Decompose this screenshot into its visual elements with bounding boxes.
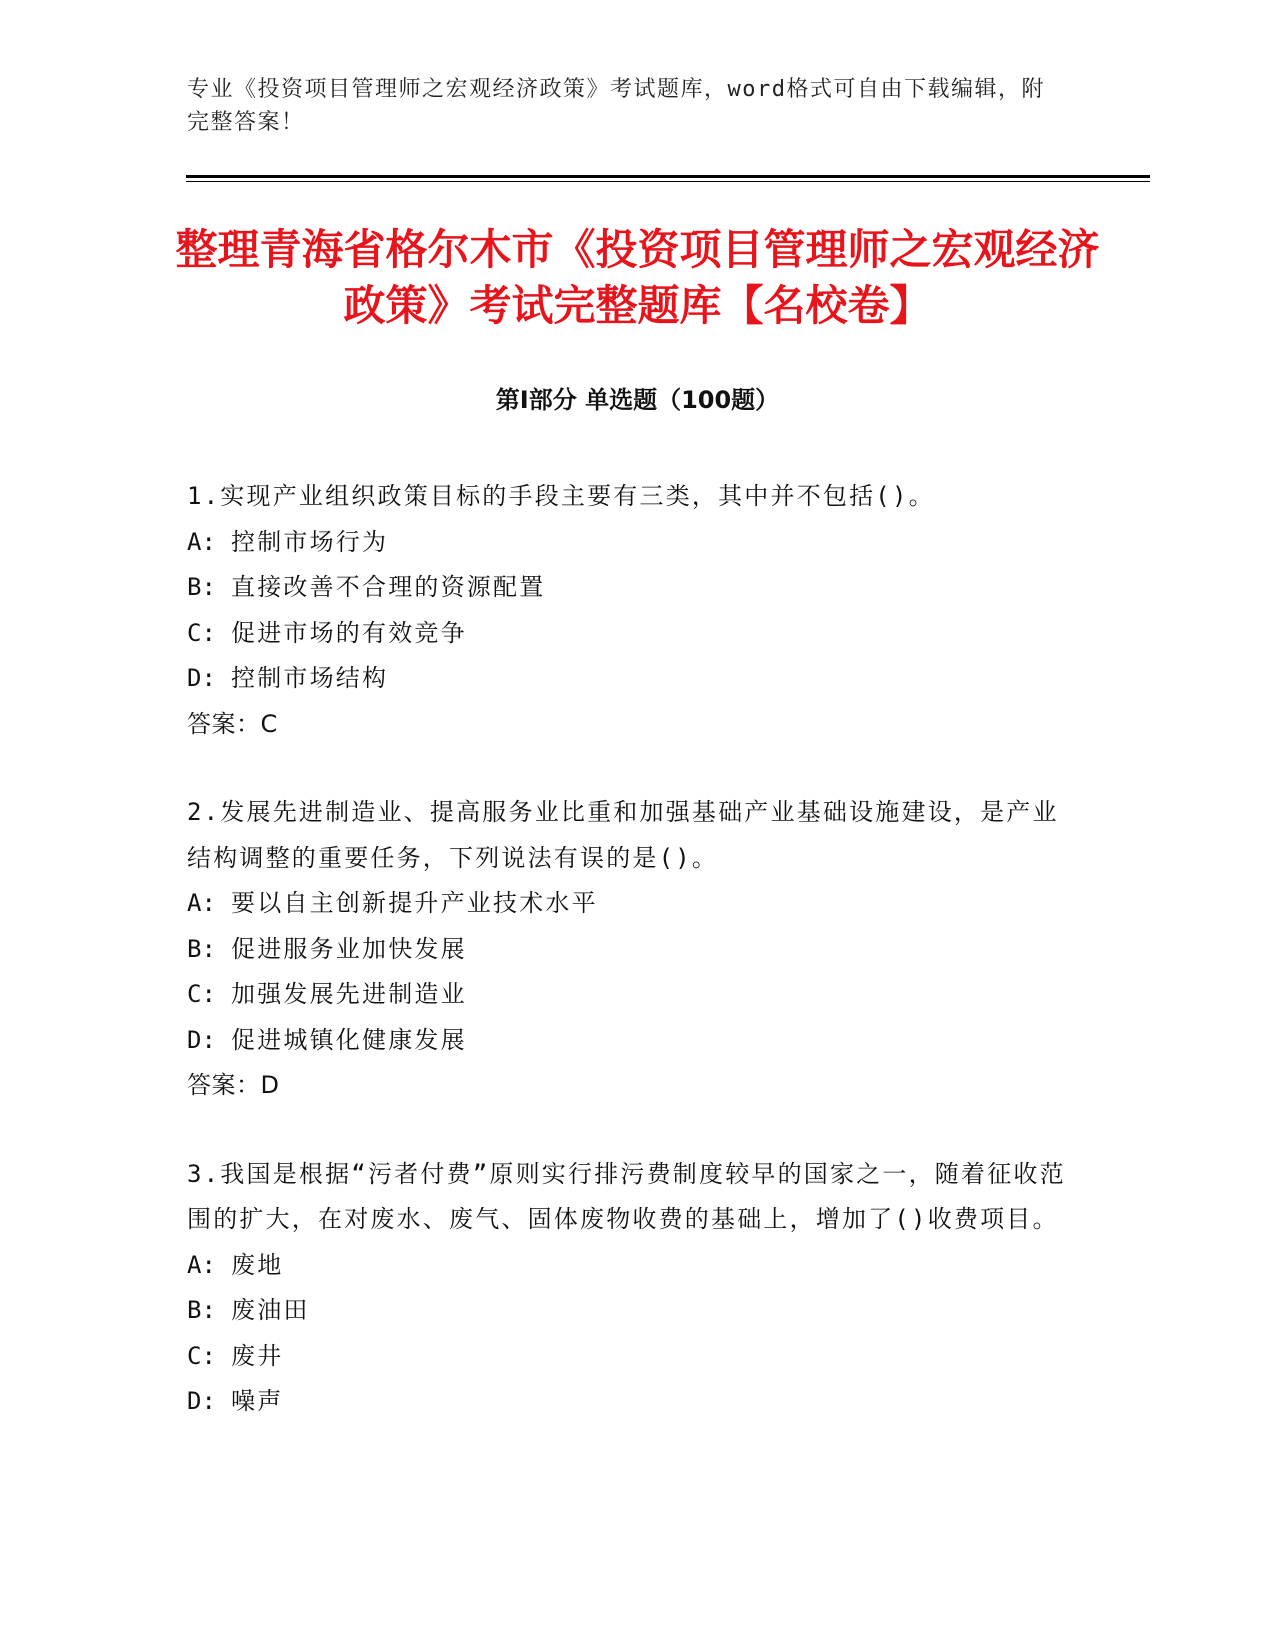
option-letter: B: — [187, 934, 216, 963]
option-b — [187, 927, 1067, 973]
option-letter: C: — [187, 618, 216, 647]
option-b — [187, 1288, 1067, 1334]
question-list — [187, 474, 1067, 1468]
option-text: 控制市场结构 — [231, 664, 389, 692]
option-text: 废地 — [231, 1250, 284, 1279]
option-letter: B: — [187, 573, 216, 601]
option-text: 直接改善不合理的资源配置 — [231, 573, 546, 601]
option-d — [187, 1018, 1067, 1064]
option-a — [187, 520, 1067, 566]
option-letter: C: — [187, 1341, 216, 1370]
option-text: 废井 — [231, 1341, 284, 1370]
option-text: 要以自主创新提升产业技术水平 — [231, 889, 598, 917]
option-a — [187, 1243, 1067, 1289]
option-letter: D: — [187, 664, 216, 692]
option-letter: B: — [187, 1296, 216, 1324]
option-text: 废油田 — [231, 1296, 310, 1324]
answer-line: 答案：C — [187, 709, 278, 738]
option-letter: D: — [187, 1387, 216, 1415]
option-text: 促进市场的有效竞争 — [231, 618, 467, 647]
option-d — [187, 656, 1067, 702]
option-text: 加强发展先进制造业 — [231, 980, 467, 1008]
header-note: 专业《投资项目管理师之宏观经济政策》考试题库，word格式可自由下载编辑，附完整答案！ — [187, 77, 1045, 135]
question-stem: 2.发展先进制造业、提高服务业比重和加强基础产业基础设施建设，是产业结构调整的重要任务，下列说法有误的是()。 — [187, 798, 1059, 872]
option-c — [187, 611, 1067, 657]
option-text: 噪声 — [231, 1387, 284, 1415]
option-text: 促进城镇化健康发展 — [231, 1025, 467, 1054]
question-2 — [187, 790, 1067, 1109]
option-letter: A: — [187, 889, 216, 917]
question-1 — [187, 474, 1067, 747]
question-3 — [187, 1152, 1067, 1425]
answer-line: 答案：D — [187, 1071, 280, 1099]
option-c — [187, 1334, 1067, 1380]
option-text: 促进服务业加快发展 — [231, 934, 467, 963]
option-letter: A: — [187, 527, 216, 556]
option-text: 控制市场行为 — [231, 527, 389, 556]
option-c — [187, 972, 1067, 1018]
question-stem: 3.我国是根据“污者付费”原则实行排污费制度较早的国家之一，随着征收范围的扩大，在对废水、废气、固体废物收费的基础上，增加了()收费项目。 — [187, 1159, 1066, 1233]
header-rule-thick — [186, 175, 1150, 178]
section-title: 第I部分 单选题（100题） — [495, 386, 780, 414]
option-letter: C: — [187, 980, 216, 1008]
option-a — [187, 881, 1067, 927]
option-b — [187, 565, 1067, 611]
document-title: 整理青海省格尔木市《投资项目管理师之宏观经济政策》考试完整题库【名校卷】 — [175, 225, 1100, 330]
option-letter: D: — [187, 1025, 216, 1054]
header-rule-thin — [186, 181, 1150, 182]
question-stem: 1.实现产业组织政策目标的手段主要有三类，其中并不包括()。 — [187, 482, 935, 510]
option-letter: A: — [187, 1250, 216, 1279]
option-d — [187, 1379, 1067, 1425]
